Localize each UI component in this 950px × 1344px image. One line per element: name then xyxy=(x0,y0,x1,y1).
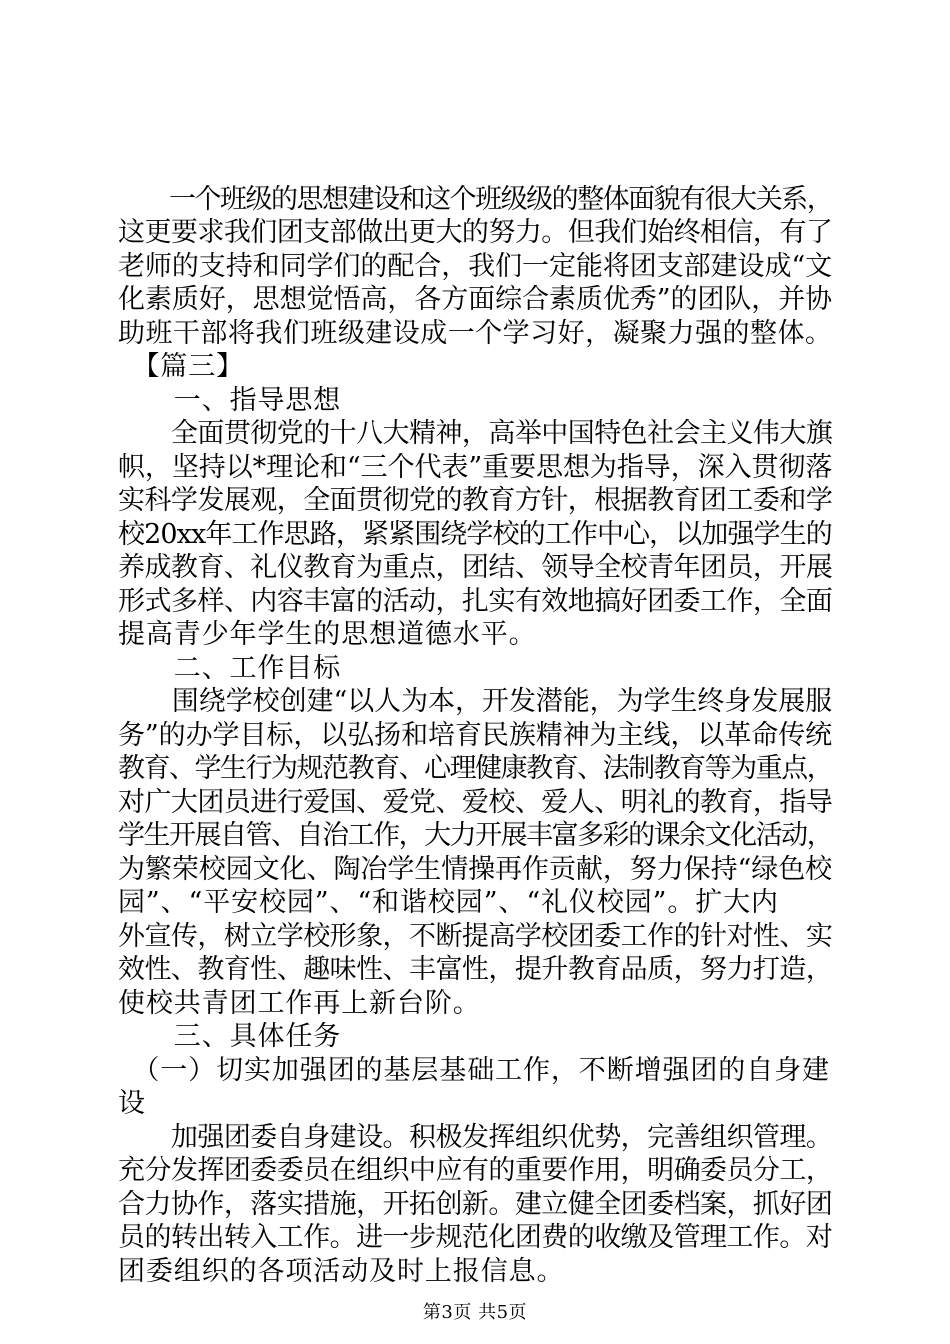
text-line: 充分发挥团委委员在组织中应有的重要作用，明确委员分工， xyxy=(118,1155,833,1186)
subheading: 三、具体任务 xyxy=(118,1021,342,1052)
text-line: 合力协作，落实措施，开拓创新。建立健全团委档案，抓好团 xyxy=(118,1189,833,1220)
text-line: 员的转出转入工作。进一步规范化团费的收缴及管理工作。对 xyxy=(118,1222,833,1253)
text-line: 养成教育、礼仪教育为重点，团结、领导全校青年团员，开展 xyxy=(118,552,833,583)
subheading: 一、指导思想 xyxy=(118,385,342,416)
text-line: 形式多样、内容丰富的活动，扎实有效地搞好团委工作，全面 xyxy=(118,586,833,617)
text-line: 团委组织的各项活动及时上报信息。 xyxy=(118,1256,565,1287)
text-line: 一个班级的思想建设和这个班级级的整体面貌有很大关系， xyxy=(118,184,833,215)
text-line: 设 xyxy=(118,1088,146,1119)
text-line: 全面贯彻党的十八大精神，高举中国特色社会主义伟大旗 xyxy=(118,418,833,449)
text-line: 校20xx年工作思路，紧紧围绕学校的工作中心，以加强学生的 xyxy=(118,519,832,550)
text-line: 围绕学校创建“以人为本，开发潜能，为学生终身发展服 xyxy=(118,686,833,717)
text-line: 园”、“平安校园”、“和谐校园”、“礼仪校园”。扩大内 xyxy=(118,887,779,918)
text-line: 务”的办学目标，以弘扬和培育民族精神为主线，以革命传统 xyxy=(118,720,833,751)
text-line: 提高青少年学生的思想道德水平。 xyxy=(118,619,537,650)
text-line: 老师的支持和同学们的配合，我们一定能将团支部建设成“文 xyxy=(118,251,833,282)
text-line: 化素质好，思想觉悟高，各方面综合素质优秀”的团队，并协 xyxy=(118,284,833,315)
text-line: 帜，坚持以*理论和“三个代表”重要思想为指导，深入贯彻落 xyxy=(118,452,833,483)
text-line: 外宣传，树立学校形象，不断提高学校团委工作的针对性、实 xyxy=(118,921,833,952)
text-line: 实科学发展观，全面贯彻党的教育方针，根据教育团工委和学 xyxy=(118,485,833,516)
text-line: 学生开展自管、自治工作，大力开展丰富多彩的课余文化活动， xyxy=(118,820,833,851)
text-line: 这更要求我们团支部做出更大的努力。但我们始终相信，有了 xyxy=(118,217,833,248)
text-line: 对广大团员进行爱国、爱党、爱校、爱人、明礼的教育，指导 xyxy=(118,787,833,818)
text-line: 教育、学生行为规范教育、心理健康教育、法制教育等为重点， xyxy=(118,753,833,784)
text-line: 为繁荣校园文化、陶冶学生情操再作贡献，努力保持“绿色校 xyxy=(118,854,833,885)
text-line: 效性、教育性、趣味性、丰富性，提升教育品质，努力打造， xyxy=(118,954,833,985)
subheading: 二、工作目标 xyxy=(118,653,342,684)
text-line: 加强团委自身建设。积极发挥组织优势，完善组织管理。 xyxy=(118,1122,833,1153)
section-heading: 【篇三】 xyxy=(118,351,244,382)
text-line: 助班干部将我们班级建设成一个学习好，凝聚力强的整体。 xyxy=(118,318,833,349)
page-number-footer: 第3页 共5页 xyxy=(422,1302,528,1323)
text-line: （一）切实加强团的基层基础工作，不断增强团的自身建 xyxy=(118,1055,830,1086)
text-line: 使校共青团工作再上新台阶。 xyxy=(118,988,481,1019)
